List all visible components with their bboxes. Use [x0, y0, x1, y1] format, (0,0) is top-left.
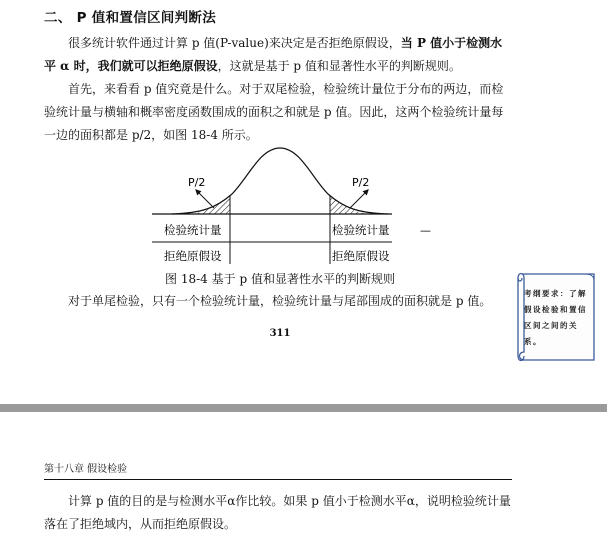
- right-p-label: P/2: [352, 176, 370, 189]
- side-note-text: 考纲要求：了解假设检验和置信区间之间的关系。: [524, 289, 587, 346]
- right-reject-label: 拒绝原假设: [332, 249, 390, 263]
- paragraph-pvalue-purpose: [44, 490, 512, 536]
- paragraph-one-tailed: [44, 290, 512, 313]
- left-stat-label: 检验统计量: [164, 223, 222, 237]
- document-page-next: [0, 412, 607, 536]
- section-heading: 二、 P 值和置信区间判断法: [44, 10, 216, 26]
- page-number: 311: [269, 328, 291, 339]
- paragraph-pvalue-rule: [44, 32, 512, 78]
- normal-distribution-diagram: [152, 146, 452, 272]
- left-p-arrow: [196, 190, 214, 208]
- side-note-scroll: [516, 268, 598, 364]
- dash-mark: —: [420, 224, 431, 237]
- page-gap-divider: [0, 404, 607, 412]
- paragraph-bold-text: 当 P 值小于检测水平 α 时，我们就可以拒绝原假设: [44, 36, 503, 73]
- right-stat-label: 检验统计量: [332, 223, 390, 237]
- figure-caption: 图 18-4 基于 p 值和显著性水平的判断规则: [165, 272, 395, 286]
- paragraph-text-tail: ，这就是基于 p 值和显著性水平的判断规则。: [217, 59, 461, 73]
- left-reject-label: 拒绝原假设: [164, 249, 222, 263]
- two-tailed-test-figure: [152, 146, 452, 272]
- left-p-label: P/2: [188, 176, 206, 189]
- right-p-arrow: [350, 190, 368, 208]
- chapter-header: 第十八章 假设检验: [44, 460, 512, 480]
- paragraph-text: 计算 p 值的目的是与检测水平α作比较。如果 p 值小于检测水平α，说明检验统计量落在了拒绝域内，从而拒绝原假设。: [44, 494, 511, 531]
- paragraph-text: 对于单尾检验，只有一个检验统计量，检验统计量与尾部围成的面积就是 p 值。: [68, 294, 492, 308]
- paragraph-text: 首先，来看看 p 值究竟是什么。对于双尾检验，检验统计量位于分布的两边，而检验统计量与横轴和概率密度函数围成的面积之和就是 p 值。因此，这两个检验统计量每一边的面积都是 p/2，如图 18-4 所示。: [44, 82, 504, 142]
- paragraph-pvalue-definition: [44, 78, 512, 147]
- paragraph-text: 很多统计软件通过计算 p 值(P-value)来决定是否拒绝原假设，: [68, 36, 401, 50]
